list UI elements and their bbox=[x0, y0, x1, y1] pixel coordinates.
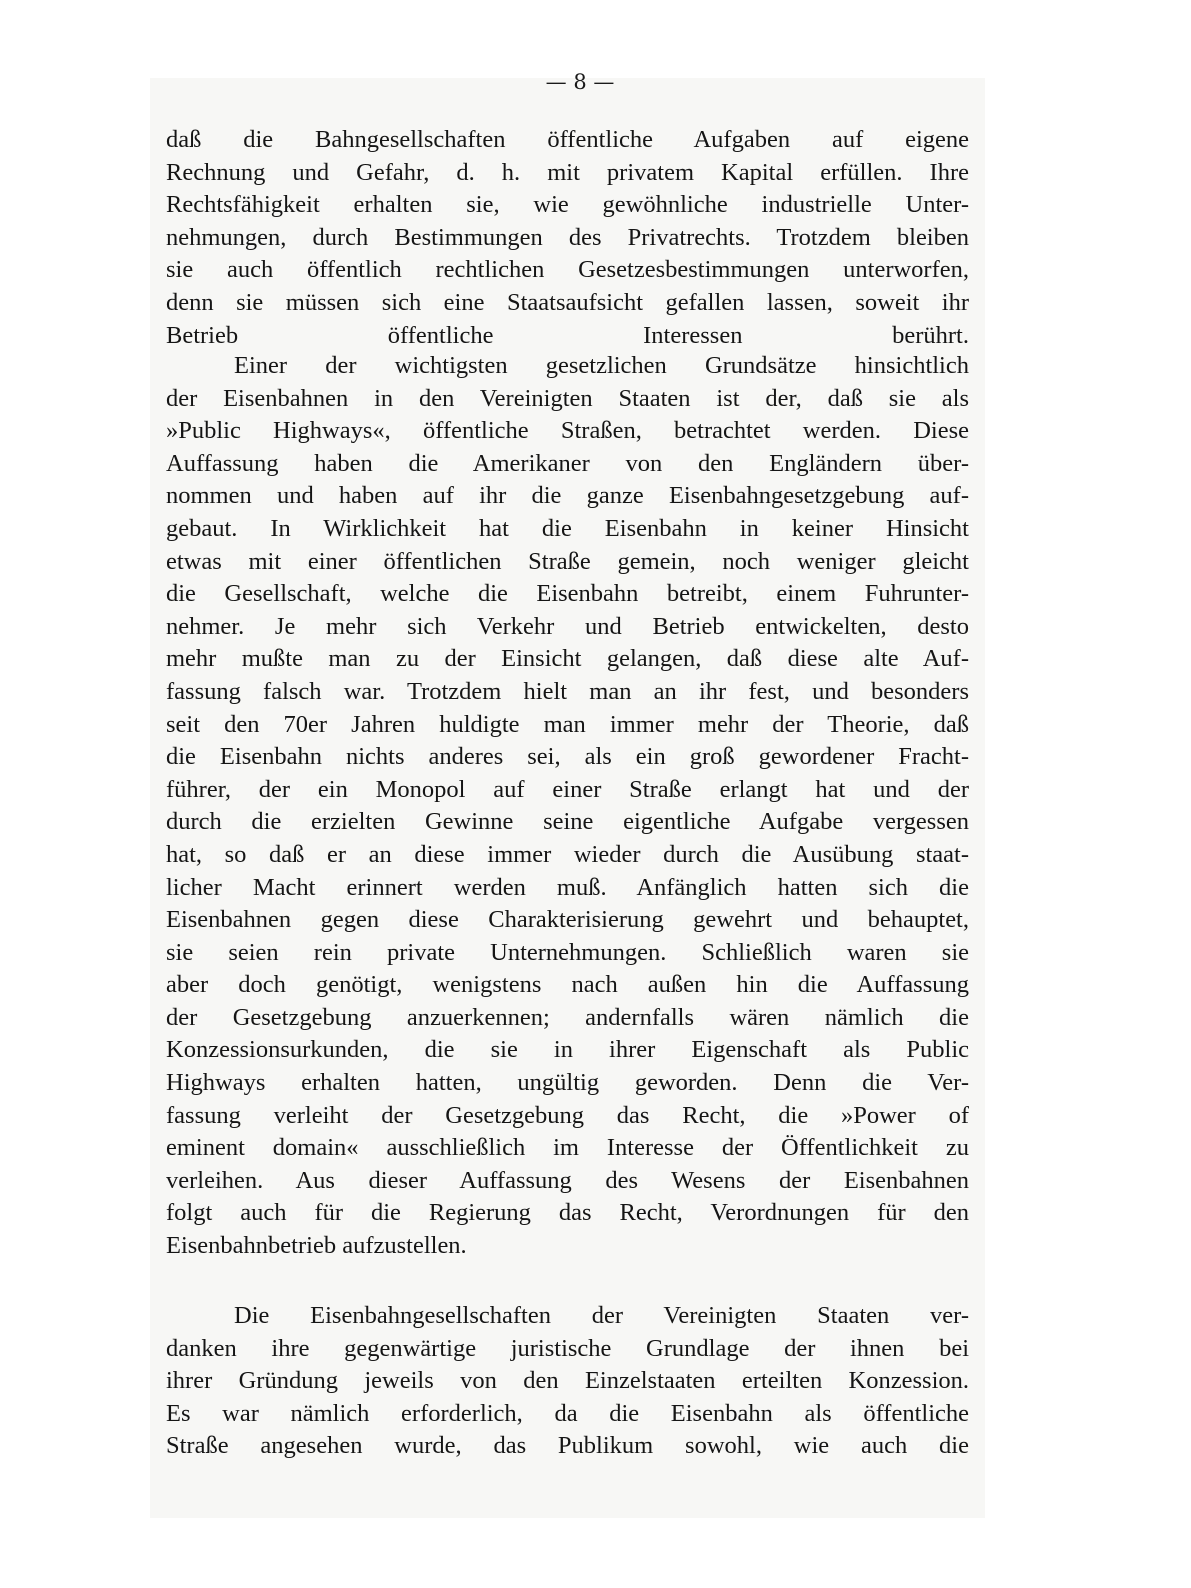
text-line: Highways erhalten hatten, ungültig geworden. Denn die Ver- bbox=[166, 1069, 969, 1097]
text-line: die Gesellschaft, welche die Eisenbahn betreibt, einem Fuhrunter- bbox=[166, 580, 969, 608]
text-line: »Public Highways«, öffentliche Straßen, betrachtet werden. Diese bbox=[166, 417, 969, 445]
text-line: denn sie müssen sich eine Staatsaufsicht gefallen lassen, soweit ihr bbox=[166, 288, 969, 316]
text-line: danken ihre gegenwärtige juristische Grundlage der ihnen bei bbox=[166, 1334, 969, 1362]
text-line: gebaut. In Wirklichkeit hat die Eisenbahn in keiner Hinsicht bbox=[166, 514, 969, 542]
text-line: folgt auch für die Regierung das Recht, Verordnungen für den bbox=[166, 1199, 969, 1227]
text-line: der Eisenbahnen in den Vereinigten Staaten ist der, daß sie als bbox=[166, 384, 969, 412]
text-line: Einer der wichtigsten gesetzlichen Grundsätze hinsichtlich bbox=[234, 352, 969, 379]
text-line: Es war nämlich erforderlich, da die Eisenbahn als öffentliche bbox=[166, 1399, 969, 1427]
text-line: Auffassung haben die Amerikaner von den Engländern über- bbox=[166, 449, 969, 477]
text-line: Eisenbahnbetrieb aufzustellen. bbox=[166, 1232, 467, 1260]
text-line: fassung verleiht der Gesetzgebung das Recht, die »Power of bbox=[166, 1101, 969, 1129]
text-line: seit den 70er Jahren huldigte man immer mehr der Theorie, daß bbox=[166, 710, 969, 738]
paragraph-1 bbox=[166, 124, 969, 352]
page-number: — 8 — bbox=[545, 70, 615, 94]
text-line: fassung falsch war. Trotzdem hielt man an ihr fest, und besonders bbox=[166, 677, 969, 705]
text-line: sie auch öffentlich rechtlichen Gesetzesbestimmungen unterworfen, bbox=[166, 256, 969, 284]
text-line: sie seien rein private Unternehmungen. Schließlich waren sie bbox=[166, 938, 969, 966]
text-line: durch die erzielten Gewinne seine eigentliche Aufgabe vergessen bbox=[166, 808, 969, 836]
text-line: verleihen. Aus dieser Auffassung des Wesens der Eisenbahnen bbox=[166, 1166, 969, 1194]
paragraph-3 bbox=[166, 1300, 969, 1463]
text-line: nommen und haben auf ihr die ganze Eisenbahngesetzgebung auf- bbox=[166, 482, 969, 510]
text-line: licher Macht erinnert werden muß. Anfänglich hatten sich die bbox=[166, 873, 969, 901]
text-line: Straße angesehen wurde, das Publikum sowohl, wie auch die bbox=[166, 1432, 969, 1460]
text-line: nehmer. Je mehr sich Verkehr und Betrieb entwickelten, desto bbox=[166, 612, 969, 640]
text-line: hat, so daß er an diese immer wieder durch die Ausübung staat- bbox=[166, 840, 969, 868]
text-line: eminent domain« ausschließlich im Interesse der Öffentlichkeit zu bbox=[166, 1134, 969, 1162]
text-line: führer, der ein Monopol auf einer Straße erlangt hat und der bbox=[166, 775, 969, 803]
text-line: Konzessionsurkunden, die sie in ihrer Eigenschaft als Public bbox=[166, 1036, 969, 1064]
text-line: ihrer Gründung jeweils von den Einzelstaaten erteilten Konzession. bbox=[166, 1367, 969, 1395]
text-line: nehmungen, durch Bestimmungen des Privatrechts. Trotzdem bleiben bbox=[166, 223, 969, 251]
text-line: Rechtsfähigkeit erhalten sie, wie gewöhnliche industrielle Unter- bbox=[166, 191, 969, 219]
text-line: aber doch genötigt, wenigstens nach außen hin die Auffassung bbox=[166, 971, 969, 999]
text-line: Die Eisenbahngesellschaften der Vereinigten Staaten ver- bbox=[234, 1302, 969, 1329]
text-line: etwas mit einer öffentlichen Straße gemein, noch weniger gleicht bbox=[166, 547, 969, 575]
text-line: der Gesetzgebung anzuerkennen; andernfalls wären nämlich die bbox=[166, 1003, 969, 1031]
text-line: daß die Bahngesellschaften öffentliche Aufgaben auf eigene bbox=[166, 126, 969, 153]
text-line: mehr mußte man zu der Einsicht gelangen, daß diese alte Auf- bbox=[166, 645, 969, 673]
text-line: die Eisenbahn nichts anderes sei, als ein groß gewordener Fracht- bbox=[166, 743, 969, 771]
text-line: Betrieb öffentliche Interessen berührt. bbox=[166, 321, 969, 349]
paragraph-2 bbox=[166, 350, 969, 1263]
text-line: Rechnung und Gefahr, d. h. mit privatem Kapital erfüllen. Ihre bbox=[166, 158, 969, 186]
text-line: Eisenbahnen gegen diese Charakterisierung gewehrt und behauptet, bbox=[166, 906, 969, 934]
